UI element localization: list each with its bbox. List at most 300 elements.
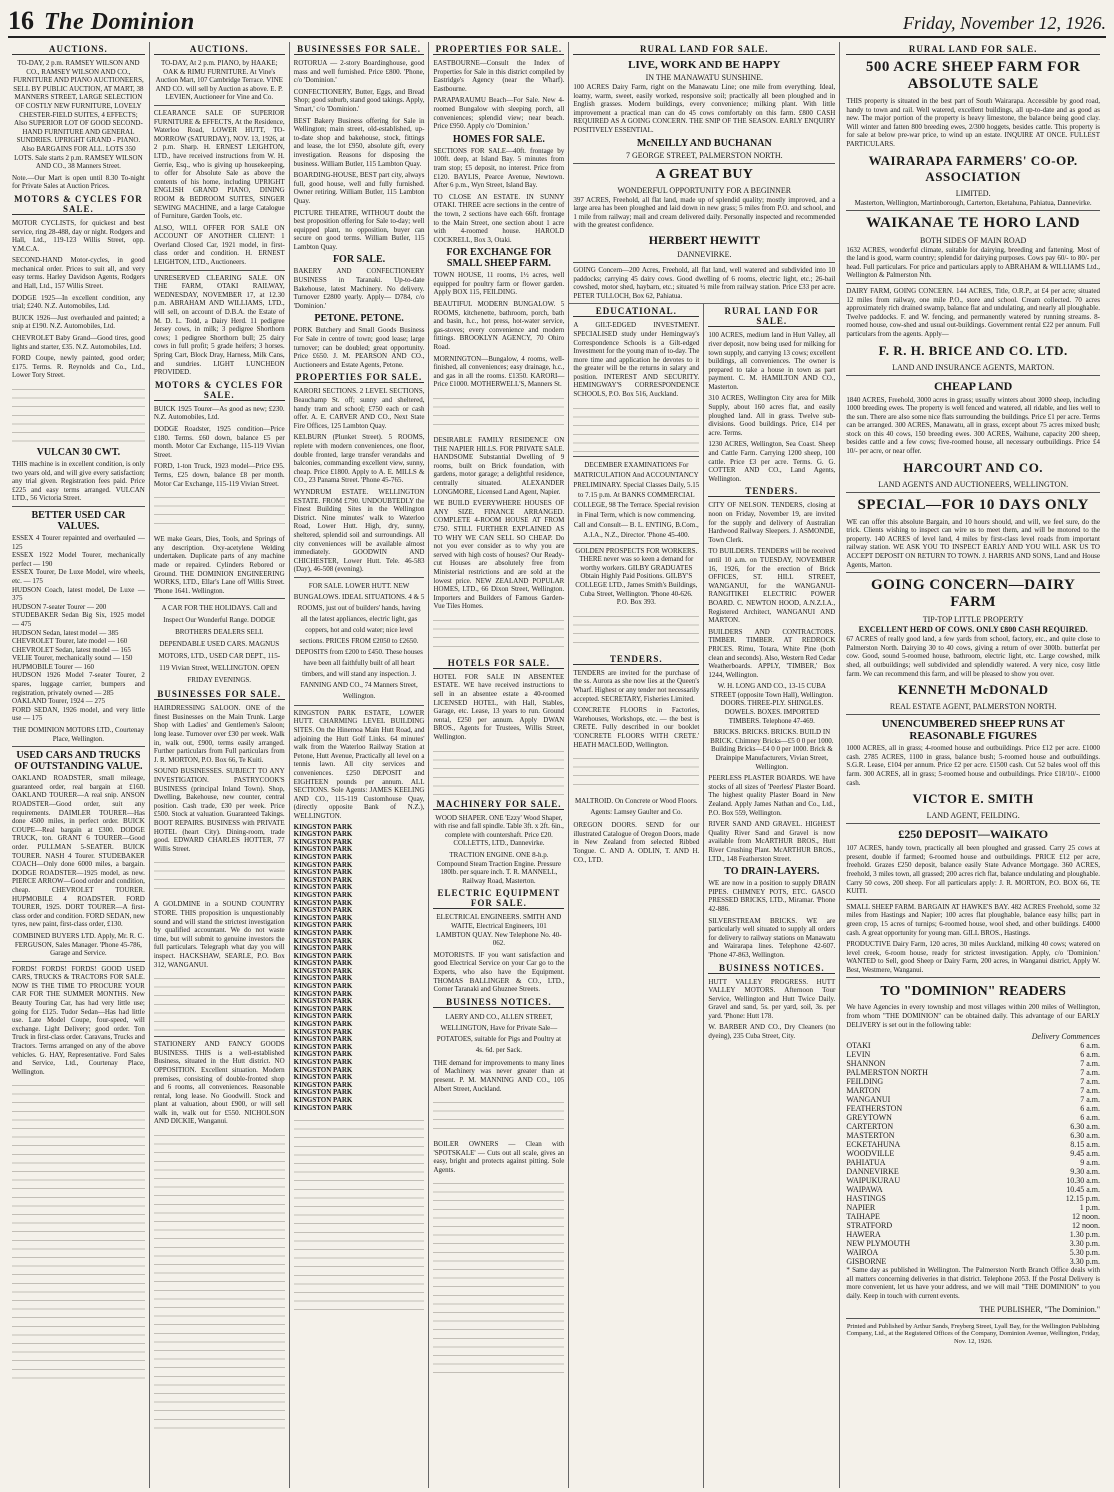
text-block bbox=[433, 614, 564, 654]
delivery-town: GISBORNE bbox=[846, 1257, 887, 1267]
section-heading: MOTORS & CYCLES FOR SALE. bbox=[12, 194, 145, 215]
classified-ad: GOLDEN PROSPECTS FOR WORKERS. THERE never was so keen a demand for worthy workers. GILBY GRADUATES Obtain Highly Paid Positions. GILBY'S COLLEGE LTD., James Smith's Buildings, Cuba Street, Wellington. 'Phone 40-626. P.O. Box 393. bbox=[575, 546, 698, 607]
classified-ad: 67 ACRES of really good land, a few yards from school, factory, etc., and quite close to Palmerston North. Dairying 30 to 40 cows, giving a return of over 300lb. butterfat per cow. Good, sound 5-roomed house, bathroom, electric light, etc. Large cowshed, milk shed, all outbuildings; well subdivided and splendidly watered. A very nice, cosy little farm. We can recommend this farm, and will be pleased to show you over. bbox=[846, 635, 1100, 678]
delivery-town: TAIHAPE bbox=[846, 1212, 880, 1222]
classified-ad: ELECTRICAL ENGINEERS. SMITH AND WAITE, Electrical Engineers, 101 LAMBTON QUAY. New Telephone No. 40-062. bbox=[436, 913, 562, 948]
section-heading: TENDERS. bbox=[573, 654, 699, 665]
delivery-row bbox=[846, 1158, 1100, 1167]
classified-ad: PICTURE THEATRE, WITHOUT doubt the best proposition offering for Sale to-day; well equipped plant, no opposition, buyer can secure on good terms. William Butler, 115 Lambton Quay. bbox=[293, 208, 425, 251]
ad-heading: PETONE. PETONE. bbox=[314, 313, 404, 325]
columns bbox=[8, 42, 1106, 1488]
classified-ad: THIS property is situated in the best part of South Wairarapa. Accessible by good road, handy to town and rail. Well watered, excellent buildings, all up-to-date and as good as new. The major portion of the property is heavy limestone, the balance being good clay. Will winter and fatten 800 breeding ewes, 2/300 hoggets, besides cattle. This property is for sale at below pre-war price, to wind up an estate. INQUIRE AT ONCE. FULLEST PARTICULARS. bbox=[846, 97, 1100, 148]
delivery-row bbox=[846, 1194, 1100, 1203]
text-block bbox=[294, 1114, 425, 1314]
delivery-town: NAPIER bbox=[846, 1203, 876, 1213]
classified-ad: OAKLAND ROADSTER, small mileage, guaranteed order, real bargain at £160. OAKLAND TOURER—A real snip. ANSON ROADSTER—Good order, suit any requirements. DAIMLER TOURER—Has done 4500 miles, in perfect order. BUICK COUPE—Real bargain at £300. DODGE TRUCK, ton. GRANT 6 TOURER—Good order. PULLMAN 5-SEATER. BUICK TOURER. NASH 4 Tourer. STUDEBAKER COACH—Only done 6000 miles, a bargain. DODGE ROADSTER—1925 model, as new. PIERCE ARROW—Good order and condition, cheap. CHEVROLET TOURER. HUPMOBILE 4 ROADSTER. FORD TOURER, 1925. DORT TOURER—A first-class order and condition. FORD SEDAN, new tyres, new paint, first-class order, £130. bbox=[12, 774, 145, 929]
classified-ad: RIVER SAND AND GRAVEL. HIGHEST Quality River Sand and Gravel is now available from McARTHUR BROS., Hutt River Crushing Plant. McARTHUR BROS., LTD., 148 Featherston Street. bbox=[708, 820, 836, 863]
list-item: KINGSTON PARK bbox=[293, 974, 353, 983]
classified-ad: WE make Gears, Dies, Tools, and Springs of any description. Oxy-acetylene Welding undertaken. Duplicate parts of any machine made or repaired. Cylinders Rebored or Ground. THE DOMINION ENGINEERING WORKS, LTD., Ellar's Lane off Willis Street. 'Phone 1641. Wellington. bbox=[153, 535, 285, 595]
classified-ad: BEST Bakery Business offering for Sale in Wellington; main street, old-established, up-to-date shop and bakehouse, stock, fittings and lease, the lot £950, absolute gift, every investigation. Reasons for disposing the business. William Butler, 115 Lambton Quay. bbox=[293, 116, 425, 168]
readers-footnote: * Same day as published in Wellington. The Palmerston North Branch Office deals with all matters concerning deliveries in that district. Telephone 2053. If the Postal Delivery is more convenient, let us have your address, and we will mail "THE DOMINION" to you daily. Keep in touch with current events. bbox=[846, 1266, 1100, 1301]
section-heading: RURAL LAND FOR SALE. bbox=[573, 44, 835, 55]
delivery-town: WAIPUKURAU bbox=[846, 1176, 901, 1186]
classified-ad: MORNINGTON—Bungalow, 4 rooms, well-finished, all conveniences; easy drainage, h.c., and gas in all the rooms. £1350. KARORI—Price £1000. MOTHERWELL'S, Manners St. bbox=[433, 354, 565, 389]
delivery-town: ECKETAHUNA bbox=[846, 1140, 901, 1150]
text-block bbox=[433, 1177, 564, 1377]
delivery-time: 7 a.m. bbox=[1080, 1095, 1100, 1105]
ad-headline: LIVE, WORK AND BE HAPPY bbox=[628, 59, 781, 71]
text-block bbox=[433, 1096, 564, 1136]
text-block bbox=[154, 1129, 285, 1429]
ad-magnus-motors: A CAR FOR THE HOLIDAYS. Call and Inspect Our Wonderful Range. DODGE BROTHERS DEALERS SELL DEPENDABLE USED CARS. MAGNUS MOTORS, LTD., USED CAR DEPT., 115-119 Vivian Street, WELLINGTON. OPEN FRIDAY EVENINGS. bbox=[158, 604, 281, 685]
columns-5-6-lower bbox=[569, 303, 839, 1488]
list-item: KINGSTON PARK bbox=[293, 1080, 353, 1089]
classified-ad: PORK Butchery and Small Goods Business For Sale in centre of town; good lease; large turnover; can be doubled; great opportunity. Price £650. J. M. PEARSON AND CO., Auctioneers and Estate Agents, Petone. bbox=[293, 326, 425, 369]
delivery-time: 7 a.m. bbox=[1080, 1059, 1100, 1069]
agent-subtitle: LAND AGENTS AND AUCTIONEERS, WELLINGTON. bbox=[878, 479, 1069, 489]
delivery-time: 1 p.m. bbox=[1079, 1203, 1100, 1213]
agent-subtitle: LAND AND INSURANCE AGENTS, MARTON. bbox=[892, 362, 1055, 372]
classified-ad: TO CLOSE AN ESTATE. IN SUNNY OTAKI. THREE acre sections in the centre of the town, 2 sections have each 66ft. frontage to the Main Street, one section about 1 acre with 4-roomed house. HAROLD COCKRELL, Box 3, Otaki. bbox=[433, 192, 565, 244]
classified-ad: ROTORUA — 2-story Boardinghouse, good mass and well furnished. Price £800. 'Phone, c/o 'Dominion.' bbox=[293, 59, 425, 85]
list-item: HUDSON 1926 Model 7-seater Tourer, 2 spares, luggage carrier, bumpers and registration, privately owned — 285 bbox=[12, 671, 145, 697]
classified-ad: W. H. LONG AND CO., 13-15 CUBA STREET (opposite Town Hall), Wellington. DOORS. THREE-PLY. SHINGLES. DOWELS. BOXES. IMPORTED TIMBERS. Telephone 47-469. bbox=[710, 682, 834, 725]
delivery-row bbox=[846, 1068, 1100, 1077]
divider bbox=[294, 705, 425, 706]
section-heading: AUCTIONS. bbox=[154, 44, 285, 55]
delivery-table bbox=[846, 1041, 1100, 1266]
list-item: KINGSTON PARK bbox=[293, 830, 353, 839]
ad-heading: USED CARS AND TRUCKS OF OUTSTANDING VALUE. bbox=[14, 750, 143, 773]
section-heading: HOTELS FOR SALE. bbox=[433, 658, 564, 669]
divider bbox=[573, 456, 699, 457]
classified-ad: MALTROID. On Concrete or Wood Floors. Agents: Lamsey Gaulter and Co. bbox=[575, 797, 698, 817]
ad-heading: FOR SALE. bbox=[332, 254, 386, 266]
ad-ramsey-wilson: TO-DAY, 2 p.m. RAMSEY WILSON AND CO., RAMSEY WILSON AND CO., FURNITURE AND PIANO AUCTIONEERS, SELL BY PUBLIC AUCTION, AT MART, 38 MANNERS STREET, LARGE SELECTION OF COSTLY NEW FURNITURE, LOVELY CHESTER-FIELD SUITES, 4 EFFECTS; Also SUPERIOR LOT OF GOOD SECOND-HAND FURNITURE AND GENERAL SUNDRIES. UPRIGHT GRAND - PIANO. Also BARGAINS FOR ALL. LOTS 350 LOTS. Sale starts 2 p.m. RAMSEY WILSON AND CO., 38 Manners Street. bbox=[13, 59, 144, 171]
classified-ad: DECEMBER EXAMINATIONS For MATRICULATION And ACCOUNTANCY PRELIMINARY. Special Classes Daily, 5.15 to 7.15 p.m. At BANKS COMMERCIAL COLLEGE, 98 The Terrace. Special revision in Final Term, which is now commencing. Call and Consult— B. L. ENTING, B.Com., A.I.A., N.Z., Director. 'Phone 45-400. bbox=[573, 460, 700, 539]
classified-ad: LAERY AND CO., ALLEN STREET, WELLINGTON, Have for Private Sale— POTATOES, suitable for Pigs and Poultry at 4s. 6d. per Sack. bbox=[436, 1012, 562, 1054]
divider bbox=[846, 375, 1100, 376]
delivery-time: 3.30 p.m. bbox=[1069, 1257, 1100, 1267]
classified-ad: TOWN HOUSE, 11 rooms, 1½ acres, well equipped for poultry farm or flower garden. Apply BOX 115, FEILDING. bbox=[433, 271, 565, 297]
section-heading: BUSINESS NOTICES. bbox=[433, 997, 564, 1008]
delivery-row bbox=[846, 1131, 1100, 1140]
list-item: KINGSTON PARK bbox=[293, 1004, 353, 1013]
delivery-row bbox=[846, 1248, 1100, 1257]
delivery-row bbox=[846, 1176, 1100, 1185]
list-item: ESSEX Tourer, De Luxe Model, wire wheels, etc. — 175 bbox=[12, 568, 145, 585]
delivery-time: 6 a.m. bbox=[1080, 1050, 1100, 1060]
columns-5-6 bbox=[569, 42, 840, 1488]
delivery-row bbox=[846, 1113, 1100, 1122]
paper-name: The Dominion bbox=[44, 9, 195, 35]
ad-headline: UNENCUMBERED SHEEP RUNS AT REASONABLE FIGURES bbox=[881, 718, 1065, 743]
classified-ad: WE are now in a position to supply DRAIN PIPES. CHIMNEY POTS, ETC. GASCO PRESSED BRICKS, LTD., Miramar. 'Phone 42-886. bbox=[708, 879, 836, 913]
list-item: KINGSTON PARK bbox=[293, 997, 353, 1006]
publisher-signature: THE PUBLISHER, "The Dominion." bbox=[979, 1304, 1100, 1314]
divider bbox=[12, 746, 145, 747]
ad-heading: FOR EXCHANGE FOR SMALL SHEEP FARM. bbox=[446, 247, 552, 270]
classified-ad: 310 ACRES, Wellington City area for Milk Supply, about 160 acres flat, and easily ploughed land. All in grass. Twelve sub-divisions. Good buildings. Price, £14 per acre. Terms. bbox=[708, 394, 836, 437]
list-item: STUDEBAKER Sedan Big Six, 1925 model — 475 bbox=[12, 611, 145, 628]
classified-ad: SMALL SHEEP FARM. BARGAIN AT HAWKE'S BAY. 482 ACRES Freehold, some 32 miles from Hastings and Napier; 100 acres flat ploughable, balance easy hills; part in green crop, 15 acres of turnips; 6-roomed house, wool shed, and other buildings. £4000 cash. A great opportunity for young man. GILL BROS., Hastings. bbox=[846, 902, 1100, 937]
divider bbox=[154, 270, 285, 271]
classified-ad: WE BUILD EVERYWHERE HOUSES OF ANY SIZE. FINANCE ARRANGED. COMPLETE 4-ROOM HOUSE AT FROM £750. STILL FURTHER EXPLAINED AS TO WHY WE CAN SELL SO CHEAP. Do not you ever consider as to why you are served with high costs of houses? Our Ready-cut Houses are absolutely free from Ministerial restrictions and are sold at the lowest price. NEW ZEALAND POPULAR HOMES, LTD., 66 Dixon Street, Wellington. Importers and Builders of Famous Garden-Vue Tiles Homes. bbox=[433, 499, 565, 611]
classified-ad: THIS machine is in excellent condition, is only two years old, and will give every satisfaction; any trial given. Registration fees paid. Price £225 and easy terms arranged. VULCAN LTD., 56 Victoria Street. bbox=[12, 460, 145, 503]
kingston-park-list bbox=[294, 824, 425, 1113]
delivery-row bbox=[846, 1257, 1100, 1266]
list-item: KINGSTON PARK bbox=[293, 890, 353, 899]
ad-headline: CHEAP LAND bbox=[933, 378, 1013, 393]
car-values-list bbox=[12, 534, 145, 723]
delivery-row bbox=[846, 1086, 1100, 1095]
list-item: ESSEX 4 Tourer repainted and overhauled — 125 bbox=[12, 533, 145, 551]
classified-ad: BUICK 1926—Just overhauled and painted; a snip at £190. N.Z. Automobiles, Ltd. bbox=[12, 313, 145, 331]
delivery-row bbox=[846, 1149, 1100, 1158]
ad-headline: GOING CONCERN—DAIRY FARM bbox=[870, 577, 1076, 611]
section-heading: AUCTIONS. bbox=[12, 44, 145, 55]
ad-heading: VULCAN 30 CWT. bbox=[36, 447, 121, 458]
list-item: KINGSTON PARK bbox=[293, 1035, 353, 1044]
list-item: KINGSTON PARK bbox=[293, 1065, 353, 1074]
agent-name: VICTOR E. SMITH bbox=[912, 791, 1034, 807]
list-item: KINGSTON PARK bbox=[293, 921, 353, 930]
delivery-time: 8.15 a.m. bbox=[1070, 1140, 1100, 1150]
classified-ad: WE can offer this absolute Bargain, and 10 hours should, and will, we feel sure, do the trick. Clients wishing to inspect can wire us to meet them, and will be motored to the property. 140 ACRES of level land, 4 miles by first-class level roads from important railway station. WE ASK YOU TO INSPECT EARLY AND YOU WILL ASK US TO ACCEPT DEPOSIT ON RETURN TO TOWN. J. HARRIS AND SONS, Land and House Agents, Marton. bbox=[846, 517, 1100, 569]
delivery-row bbox=[846, 1239, 1100, 1248]
classified-ad: 100 ACRES Dairy Farm, right on the Manawatu Line; one mile from everything. Ideal, loamy, warm, sweet, easily worked, responsive soil; practically all been ploughed and in English grasses. Modern buildings, every convenience; milking plant. With little improvement a practical man can do 45 cows comfortably on this farm. £800 CASH REQUIRED AS A GOING CONCERN. THE SNIP OF THE SEASON. EARLY ENQUIRY POSITIVELY ESSENTIAL. bbox=[573, 83, 836, 134]
text-block bbox=[154, 856, 285, 896]
classified-ad: DODGE Roadster, 1925 condition—Price £180. Terms. £60 down, balance £5 per month. Motor Car Exchange, 115-119 Vivian Street. bbox=[153, 424, 285, 459]
classified-ad: SECTIONS FOR SALE—40ft. frontage by 100ft. deep, at Island Bay. 5 minutes from tram stop; £5 deposit, no interest. Price from £120. BAYLIS, Pearce Avenue, Newtown. After 6 p.m., Wyn Street, Island Bay. bbox=[433, 146, 565, 190]
delivery-town: MARTON bbox=[846, 1086, 881, 1096]
ad-headline: 500 ACRE SHEEP FARM FOR ABSOLUTE SALE bbox=[865, 59, 1081, 92]
delivery-row bbox=[846, 1167, 1100, 1176]
delivery-town: WOODVILLE bbox=[846, 1149, 895, 1159]
divider bbox=[846, 899, 1100, 900]
delivery-row bbox=[846, 1185, 1100, 1194]
divider bbox=[154, 105, 285, 106]
divider bbox=[846, 823, 1100, 824]
ad-fanning: FOR SALE. LOWER HUTT. NEW BUNGALOWS. IDEAL SITUATIONS. 4 & 5 ROOMS, just out of builders' hands, having all the latest appliances, electric light, gas coppers, hot and cold water; nice level sections. PRICES FROM £2050 to £2650. DEPOSITS from £200 to £450. These houses have been all faithfully built of all heart timbers, and will stand any inspection. J. FANNING AND CO., 74 Manners Street, Wellington. bbox=[293, 581, 425, 700]
classified-ad: 1230 ACRES, Wellington, Sea Coast. Sheep and Cattle Farm. Carrying 1200 sheep, 100 cattle. Price £3 per acre. Terms. G. G. COTTER AND CO., Land Agents, Wellington. bbox=[708, 440, 836, 483]
list-item: FORD SEDAN, 1926 model, and very little use — 175 bbox=[12, 705, 145, 723]
delivery-row bbox=[846, 1050, 1100, 1059]
page-number: 16 bbox=[8, 6, 34, 35]
delivery-row bbox=[846, 1059, 1100, 1068]
column-6 bbox=[704, 304, 839, 1488]
list-item: KINGSTON PARK bbox=[293, 982, 353, 991]
column-2 bbox=[150, 42, 290, 1488]
text-block bbox=[573, 752, 699, 792]
text-block bbox=[154, 491, 285, 531]
delivery-town: HAWERA bbox=[846, 1230, 881, 1240]
classified-ad: A GOLDMINE in a SOUND COUNTRY STORE. THIS proposition is unquestionably sound and will stand the strictest investigation by qualified accountant. We do not waste time, but will submit to genuine investors the full particulars. Telegraph what day you will inspect. HACKSHAW, SEARLE, P.O. Box 312, WANGANUI. bbox=[153, 900, 285, 969]
delivery-time: 5.30 p.m. bbox=[1069, 1248, 1100, 1258]
list-item: KINGSTON PARK bbox=[293, 1027, 353, 1036]
delivery-time: 9.30 a.m. bbox=[1070, 1167, 1100, 1177]
agent-name: McNEILLY AND BUCHANAN bbox=[636, 137, 772, 149]
list-item: OAKLAND Tourer, 1924 — 275 bbox=[12, 697, 106, 706]
classified-ad: KELBURN (Plunket Street). 5 ROOMS, replete with modern conveniences, one floor, double fronted, large transfer verandahs and balconies, commanding excellent view, sunny, cheap. Price £1800. Apply to A. E. MILLS & CO., 23 Panama Street. 'Phone 45-765. bbox=[293, 433, 425, 485]
delivery-town: LEVIN bbox=[846, 1050, 871, 1060]
delivery-time: 9 a.m. bbox=[1080, 1158, 1100, 1168]
section-heading: BUSINESSES FOR SALE. bbox=[294, 44, 425, 55]
list-item: KINGSTON PARK bbox=[293, 906, 353, 915]
section-heading: PROPERTIES FOR SALE. bbox=[294, 372, 425, 383]
ad-headline: SPECIAL—FOR 10 DAYS ONLY bbox=[857, 496, 1089, 513]
classified-ad: BUILDERS AND CONTRACTORS. TIMBER. TIMBER. AT REDROCK PRICES. Rimu, Totara, White Pine (both clean and seconds). Also, Western Red Cedar Weatherboards. APPLY, 'TIMBER,' Box 1244, Wellington. bbox=[708, 627, 836, 679]
classified-ad: PEERLESS PLASTER BOARDS. WE have stocks of all sizes of 'Peerless' Plaster Board. The highest quality Plaster Board in New Zealand. Apply James Nathan and Co., Ltd., P.O. Box 559, Wellington. bbox=[708, 774, 836, 817]
list-item: KINGSTON PARK bbox=[293, 1020, 353, 1029]
classified-ad: A GILT-EDGED INVESTMENT. SPECIALISED study under Hemingway's Correspondence Schools is a Gilt-edged Investment for the young man of to-day. The more time and application he devotes to it the greater will be the returns in salary and position. INTEREST AND SECURITY. HEMINGWAY'S CORRESPONDENCE SCHOOLS, P.O. Box 516, Auckland. bbox=[573, 321, 700, 399]
ad-subheadline: EXCELLENT HERD OF COWS. ONLY £800 CASH REQUIRED. bbox=[858, 625, 1088, 635]
list-item: HUDSON 7-seater Tourer — 200 bbox=[12, 602, 107, 611]
readers-intro: We have Agencies in every township and most villages within 200 miles of Wellington, from whom "THE DOMINION" can be obtained daily. This advantage of our EARLY DELIVERY is set out in the following table: bbox=[846, 1003, 1100, 1029]
text-block bbox=[154, 972, 285, 1032]
section-heading: RURAL LAND FOR SALE. bbox=[708, 306, 835, 327]
list-item: KINGSTON PARK bbox=[293, 936, 353, 945]
list-item: KINGSTON PARK bbox=[293, 951, 353, 960]
classified-ad: EASTBOURNE—Consult the Index of Properties for Sale in this district compiled by Eastridge's Agency (near the Wharf). Eastbourne. bbox=[433, 59, 565, 93]
delivery-town: DANNEVIRKE bbox=[846, 1167, 899, 1177]
delivery-row bbox=[846, 1140, 1100, 1149]
list-item: KINGSTON PARK bbox=[293, 944, 353, 953]
agent-name: F. R. H. BRICE AND CO. LTD. bbox=[878, 342, 1068, 358]
delivery-time: 12 noon. bbox=[1071, 1221, 1100, 1231]
delivery-column-label: Delivery Commences bbox=[1031, 1032, 1100, 1042]
ad-clearance-sale: CLEARANCE SALE OF SUPERIOR FURNITURE & EFFECTS, At the Residence, Waterloo Road, LOWER HUTT, TO-MORROW (SATURDAY), NOV. 13, 1926, at 2 p.m. Sharp. H. ERNEST LEIGHTON, LTD., have received instructions from W. H. Gerrie, Esq., who is giving up housekeeping, to offer for Absolute Sale as above the contents of his home, including UPRIGHT ENGLISH GRAND PIANO, DINING ROOM & BEDROOM SUITES, SINGER SEWING MACHINE, and a large Catalogue of Furniture, Garden Tools, etc. bbox=[153, 108, 285, 221]
classified-ad: CONFECTIONERY, Butter, Eggs, and Bread Shop; good suburb, stand good takings. Apply, 'Smart,' c/o 'Dominion.' bbox=[293, 87, 425, 113]
classified-ad: OREGON DOORS. SEND for our illustrated Catalogue of Oregon Doors, made in New Zealand from selected Ribbed Tongue. C. AND A. ODLIN, T. AND H. CO., LTD. bbox=[573, 821, 700, 864]
section-heading: BUSINESSES FOR SALE. bbox=[154, 689, 285, 700]
divider bbox=[573, 262, 835, 263]
divider bbox=[294, 577, 425, 578]
classified-ad: HUTT VALLEY PROGRESS. HUTT VALLEY MOTORS. Afternoon Tour Service, Wellington and Hutt Twice Daily. Gravel and sand, 5s. per yard, soil, 3s. per yard. 'Phone: Hutt 178. bbox=[708, 977, 836, 1020]
delivery-time: 6 a.m. bbox=[1080, 1113, 1100, 1123]
delivery-row bbox=[846, 1077, 1100, 1086]
ad-heading: TO DRAIN-LAYERS. bbox=[724, 866, 820, 878]
agent-name: HARCOURT AND CO. bbox=[903, 459, 1044, 475]
ad-clearing-sale: UNRESERVED CLEARING SALE. ON THE FARM, OTAKI RAILWAY, WEDNESDAY, NOVEMBER 17, at 12.30 p.m. ABRAHAM AND WILLIAMS, LTD., will sell, on account of D.B.A. the Estate of M. D. L. Todd, a Dairy Herd. 11 pedigree Jersey cows, in milk; 3 pedigree Shorthorn cows; 1 pedigree Shorthorn bull; 25 dairy cows in full profit; 5 grade heifers; 3 horses. Spring Cart, Block Dray, Harness, Milk Cans, and sundries. LIGHT LUNCHEON PROVIDED. bbox=[153, 273, 285, 377]
list-item: KINGSTON PARK bbox=[293, 1103, 353, 1112]
list-item: KINGSTON PARK bbox=[293, 1042, 353, 1051]
classified-ad: 397 ACRES, Freehold, all flat land, made up of splendid quality; mostly improved, and a large area has been ploughed and laid down in new grass; 5 miles from P.O. and school, and 1 mile from railway; mail and cream delivered daily. Personally inspected and recommended with the greatest confidence. bbox=[573, 195, 836, 230]
ad-kingston-park: KINGSTON PARK ESTATE, LOWER HUTT. CHARMING LEVEL BUILDING SITES. On the Hinemoa Main Hutt Road, and adjoining the Hutt Golf Links. 64 minutes' walk from the Waterloo Railway Station at Petone, Hutt Avenue, Practically all level on a tennis lawn. All city services and conveniences. £250 DEPOSIT and EIGHTEEN pounds per annum. ALL SECTIONS. Sole Agents: JAMES KEELING AND CO., 115-119 Customhouse Quay, (directly opposite Bank of N.Z.), WELLINGTON. bbox=[293, 708, 425, 820]
delivery-time: 12.15 p.m. bbox=[1065, 1194, 1100, 1204]
list-item: CHEVROLET Tourer, late model — 160 bbox=[12, 637, 128, 646]
ad-vine: TO-DAY, At 2 p.m. PIANO, by HAAKE; OAK & RIMU FURNITURE. At Vine's Auction Mart, 107 Cambridge Terrace. VINE AND CO. will sell by Auction as above. E. P. LEVIEN, Auctioneer for Vine and Co. bbox=[155, 59, 283, 102]
delivery-time: 7 a.m. bbox=[1080, 1077, 1100, 1087]
delivery-town: FEILDING bbox=[846, 1077, 884, 1087]
list-item: KINGSTON PARK bbox=[293, 1012, 353, 1021]
list-item: KINGSTON PARK bbox=[293, 883, 353, 892]
delivery-town: CARTERTON bbox=[846, 1122, 894, 1132]
classified-ad: PRODUCTIVE Dairy Farm, 120 acres, 30 miles Auckland, milking 40 cows; watered on level creek, 6-room house, ready for strictest investigation. Apply, c/o 'Dominion.' WANTED to Sell, good Sheep or Dairy Farm, 200 acres, in Wanganui district, Apply W. Best, Westmere, Wanganui. bbox=[846, 940, 1100, 974]
list-item: KINGSTON PARK bbox=[293, 1058, 353, 1066]
delivery-time: 6.30 a.m. bbox=[1070, 1131, 1100, 1141]
classified-ad: DODGE 1925—In excellent condition, any trial; £240. N.Z. Automobiles, Ltd. bbox=[12, 293, 145, 311]
divider bbox=[573, 163, 835, 164]
agent-subtitle: LIMITED. bbox=[955, 188, 991, 198]
classified-ad: 1632 ACRES, wonderful climate, suitable for dairying, breeding and fattening. Most of the land is good, warm country; splendid for dairying purposes. Cows pay 60/- to 80/- per head. Full particulars. For price and particulars apply to ABRAHAM & WILLIAMS Ltd., Wellington & Palmerston Nth. bbox=[846, 245, 1100, 280]
delivery-town: WAIPAWA bbox=[846, 1185, 883, 1195]
classified-ad: BAKERY AND CONFECTIONERY BUSINESS in Taranaki. Up-to-date Bakehouse, latest Machinery. No delivery. Turnover £2800 yearly. Apply— D784, c/o 'Dominion.' bbox=[293, 267, 425, 310]
delivery-time: 9.45 a.m. bbox=[1070, 1149, 1100, 1159]
agent-name: WAIRARAPA FARMERS' CO-OP. ASSOCIATION bbox=[868, 152, 1078, 184]
column-1 bbox=[8, 42, 150, 1488]
readers-heading: TO "DOMINION" READERS bbox=[880, 984, 1066, 1000]
text-block bbox=[573, 402, 699, 452]
divider bbox=[573, 543, 699, 544]
ad-signature: COMBINED BUYERS LTD. Apply, Mr. R. C. FERGUSON, Sales Manager. 'Phone 45-786, Garage and Service. bbox=[12, 931, 145, 958]
classified-ad: W. BARBER AND CO., Dry Cleaners (no dyeing), 235 Cuba Street, City. bbox=[708, 1023, 836, 1041]
column-4 bbox=[429, 42, 569, 1488]
delivery-row bbox=[846, 1230, 1100, 1239]
list-item: KINGSTON PARK bbox=[293, 928, 353, 937]
ad-heading: HOMES FOR SALE. bbox=[452, 133, 545, 145]
classified-ad: BUICK 1925 Tourer—As good as new; £230. N.Z. Automobiles, Ltd. bbox=[153, 404, 285, 422]
list-item: KINGSTON PARK bbox=[293, 1073, 353, 1082]
classified-ad: HOTEL FOR SALE IN ABSENTEE ESTATE. WE have received instructions to sell in an absentee estate a 40-roomed LICENSED HOTEL, with Hall, Stables, Garage, etc. Lease, 13 years to run. Ground rental, £250 per annum. Apply DWAN BROS., Agents for Trustees, Willis Street, Wellington. bbox=[433, 672, 565, 742]
text-block bbox=[12, 383, 145, 443]
imprint-footer: Printed and Published by Arthur Sands, Freyberg Street, Lyall Bay, for the Wellington Publishing Company, Ltd., at the Registered Offices of the Company, Dominion Avenue, Wellington, Friday, Nov. 12, 1926. bbox=[846, 1322, 1100, 1345]
delivery-time: 10.45 a.m. bbox=[1066, 1185, 1100, 1195]
ad-headline: A GREAT BUY bbox=[655, 166, 754, 182]
delivery-row bbox=[846, 1095, 1100, 1104]
classified-ad: BOILER OWNERS — Clean with 'SPOTSKALE' — Cuts out all scale, gives an easy, bright and protects against pitting. Sole Agents. bbox=[433, 1140, 565, 1174]
list-item: CHEVROLET Sedan, latest model — 165 bbox=[12, 645, 131, 654]
list-item: KINGSTON PARK bbox=[293, 845, 353, 854]
list-item: HUDSON Coach, latest model, De Luxe — 375 bbox=[12, 585, 145, 603]
list-item: KINGSTON PARK bbox=[293, 868, 353, 877]
classified-ad: HAIRDRESSING SALOON. ONE of the finest Businesses on the Main Trunk. Large Shop with Ladies' and Gentlemen's Saloon; long lease. Turnover over £30 per week. Walk in, walk out, £900, terms easily arranged. Further particulars from Full particulars from J. R. MORTON, P.O. Box 66, Te Kuiti. bbox=[153, 704, 285, 764]
delivery-town: PAHIATUA bbox=[846, 1158, 886, 1168]
delivery-time: 12 noon. bbox=[1071, 1212, 1100, 1222]
agent-towns: Masterton, Wellington, Martinborough, Carterton, Eketahuna, Pahiatua, Dannevirke. bbox=[854, 198, 1092, 207]
section-heading: MACHINERY FOR SALE. bbox=[433, 799, 564, 810]
ad-subheadline: IN THE MANAWATU SUNSHINE. bbox=[645, 73, 764, 82]
text-block bbox=[12, 1079, 145, 1379]
section-heading: RURAL LAND FOR SALE. bbox=[846, 44, 1100, 55]
list-item: KINGSTON PARK bbox=[293, 852, 353, 861]
classified-ad: SOUND BUSINESSES. SUBJECT TO ANY INVESTIGATION. PASTRYCOOK'S BUSINESS (principal Inland Town). Shop, Dwelling, Bakehouse, new counter, central position. Cash trade, £30 per week. Price £500. Stock at valuation. Guaranteed Takings. BOOT REPAIRS. BUSINESS with PRIVATE HOTEL (heart City). Dining-room, trade good. EDWARD CHARLES HOTTER, 77 Willis Street. bbox=[153, 767, 285, 853]
agent-address: 7 GEORGE STREET, PALMERSTON NORTH. bbox=[625, 150, 783, 160]
divider bbox=[846, 572, 1100, 573]
divider bbox=[846, 977, 1100, 978]
section-heading: MOTORS & CYCLES FOR SALE. bbox=[154, 379, 284, 400]
ad-note: Note.—Our Mart is open until 8.30 To-night for Private Sales at Auction Prices. bbox=[12, 173, 145, 191]
divider bbox=[12, 506, 145, 507]
delivery-time: 7 a.m. bbox=[1080, 1068, 1100, 1078]
ad-signature: THE DOMINION MOTORS LTD., Courtenay Place, Wellington. bbox=[12, 726, 145, 743]
classified-ad: FORDS! FORDS! FORDS! GOOD USED CARS, TRUCKS & TRACTORS FOR SALE. NOW IS THE TIME TO PROCURE YOUR CAR FOR THE SUMMER MONTHS. New Beauty Touring Car, has had very little use; going for £125. Tudor Sedan—Has had little use. Late Model Coupe, four-speed, will exchange. Light Delivery; good order. Ton Truck in first-class order. Caravans, Trucks and Tractors. Terms arranged on any of the above vehicles. G. HAY, Representative. Ford Sales and Service, Ltd., Courtenay Place, Wellington. bbox=[12, 964, 145, 1076]
divider bbox=[846, 283, 1100, 284]
delivery-time: 6.30 a.m. bbox=[1070, 1122, 1100, 1132]
classified-ad: BRICKS. BRICKS. BRICKS. BUILD IN BRICK. Chimney Bricks—£5 0 0 per 1000. Building Bricks—£4 0 0 per 1000. Brick & Drainpipe Manufacturers, Vivian Street, Wellington. bbox=[710, 728, 834, 771]
delivery-row bbox=[846, 1203, 1100, 1212]
classified-ad: 1000 ACRES, all in grass; 4-roomed house and outbuildings. Price £12 per acre. £1000 cash. 2785 ACRES, 1100 in grass, balance bush; 5-roomed house and outbuildings. S.G.R. Lease, £104 per annum. Price £2 per acre. £1500 cash. Cut 52 bales wool off this farm. 300 ACRES, all in grass; 5-roomed house and outbuildings. Price £18/10/-. £1000 cash. bbox=[846, 744, 1100, 787]
delivery-row bbox=[846, 1221, 1100, 1230]
divider bbox=[846, 1318, 1100, 1319]
classified-ad: WYNDRUM ESTATE. WELLINGTON ESTATE. FROM £790. UNDOUBTEDLY the Finest Building Sites in the Wellington District. Nine minutes' walk to Waterloo Road, Lower Hutt. High, dry, sunny, sheltered, splendid soil and surroundings. All city conveniences will be available almost immediately. GOODWIN AND CHICHESTER, Lower Hutt. Tele. 46-583 (Day), 46-508 (evening). bbox=[293, 487, 425, 574]
classified-ad: CITY OF NELSON. TENDERS, closing at noon on Friday, November 19, are invited for the supply and delivery of Australian Hardwood Railway Sleepers. J. ASMONDE, Town Clerk. bbox=[708, 501, 836, 544]
divider bbox=[846, 492, 1100, 493]
delivery-row bbox=[846, 1041, 1100, 1050]
delivery-time: 10.30 a.m. bbox=[1066, 1176, 1100, 1186]
classified-ad: CHEVROLET Baby Grand—Good tires, good lights and starter, £35. N.Z. Automobiles, Ltd. bbox=[12, 334, 145, 351]
classified-ad: TENDERS are invited for the purchase of the ss. Aurora as she now lies at the Queen's Wharf. Highest or any tender not necessarily accepted. SECRETARY, Fisheries Limited. bbox=[573, 668, 700, 703]
list-item: HUPMOBILE Tourer — 160 bbox=[12, 662, 95, 671]
delivery-town: HASTINGS bbox=[846, 1194, 886, 1204]
classified-ad: 1840 ACRES, Freehold, 3000 acres in grass; usually winters about 3000 sheep, including 1000 breeding ewes. The property is well fenced and watered, all ridable, and lies well to the sun. There are also some nice flats surrounding the buildings. Price £1 per acre. Terms can be arranged. 300 ACRES, Manawatu, all in grass, except about 75 acres mixed bush; stock on this 40 cows, 150 breeding ewes. 300 ACRES, Waihune, capacity 200 sheep, besides cattle and a few cows; five-roomed house, all necessary outbuildings. Price £4 10/- per acre, or near offer. bbox=[846, 395, 1100, 456]
agent-name: KENNETH McDONALD bbox=[897, 682, 1049, 698]
delivery-town: OTAKI bbox=[846, 1041, 871, 1051]
list-item: KINGSTON PARK bbox=[293, 822, 353, 831]
list-item: KINGSTON PARK bbox=[293, 913, 353, 922]
list-item: KINGSTON PARK bbox=[293, 989, 353, 998]
delivery-time: 7 a.m. bbox=[1080, 1086, 1100, 1096]
classified-ad: GOING Concern—200 Acres, Freehold, all flat land, well watered and subdivided into 10 paddocks; carrying 45 dairy cows. Good dwelling of 6 rooms, electric light, etc.; 26-bail cowshed, motor shed, haybarn, etc.; situated ½ mile from railway station. Price £33 per acre. PETER TULLOCH, Box 62, Pahiatua. bbox=[573, 265, 836, 300]
delivery-time: 6 a.m. bbox=[1080, 1104, 1100, 1114]
classified-ad: SECOND-HAND Motor-cycles, in good mechanical order. Prices to suit all, and very easy terms. Harley Davidson Agents, Rodgers and Hall, Ltd., 157 Willis Street. bbox=[12, 256, 145, 291]
agent-subtitle: REAL ESTATE AGENT, PALMERSTON NORTH. bbox=[889, 702, 1057, 712]
section-heading: BUSINESS NOTICES. bbox=[708, 963, 835, 974]
classified-ad: FORD Coupe, newly painted, good order; £175. Terms. R. Reynolds and Co., Ltd., Lower Tory Street. bbox=[12, 354, 145, 380]
delivery-town: PALMERSTON NORTH bbox=[846, 1068, 928, 1078]
ad-heading: BETTER USED CAR VALUES. bbox=[31, 509, 126, 532]
classified-ad: MOTORISTS. IF you want satisfaction and good Electrical Service on your Car go to the Experts, who also have the Equipment. THOMAS BALLINGER & CO., LTD., Corner Taranaki and Ghuznee Streets. bbox=[433, 950, 565, 994]
section-heading: PROPERTIES FOR SALE. bbox=[433, 44, 564, 55]
column-3 bbox=[290, 42, 430, 1488]
delivery-town: WAIROA bbox=[846, 1248, 879, 1258]
delivery-time: 1.30 p.m. bbox=[1069, 1230, 1100, 1240]
classified-ad: DESIRABLE FAMILY RESIDENCE ON THE NAPIER HILLS. FOR PRIVATE SALE. HANDSOME Substantial Dwelling of 9 rooms, built on Brick foundation, with gardens, motor garage; a delightful residence, centrally situated. ALEXANDER LONGMORE, Licensed Land Agent, Napier. bbox=[433, 436, 565, 496]
divider bbox=[846, 210, 1100, 211]
section-heading: ELECTRIC EQUIPMENT FOR SALE. bbox=[433, 888, 564, 909]
classified-ad: BOARDING-HOUSE, BEST part city, always full, good house, well and fully furnished. Owner retiring. William Butler, 115 Lambton Quay. bbox=[293, 171, 425, 205]
column-7 bbox=[840, 42, 1106, 1488]
delivery-town: MASTERTON bbox=[846, 1131, 895, 1141]
section-heading: EDUCATIONAL. bbox=[573, 306, 699, 317]
delivery-table-header bbox=[846, 1032, 1100, 1041]
ad-subheadline: BOTH SIDES OF MAIN ROAD bbox=[920, 235, 1027, 245]
classified-ad: BEAUTIFUL MODERN BUNGALOW. 5 ROOMS, kitchenette, bathroom, porch, bath and basin, h.c., hot press, hot-water service, gas-stoves; every convenience and modern fittings. BROOKLYN AGENCY, 70 Ohiro Road. bbox=[433, 300, 565, 352]
agent-address: DANNEVIRKE. bbox=[677, 249, 732, 259]
agent-subtitle: LAND AGENT, FEILDING. bbox=[926, 811, 1020, 821]
text-block bbox=[573, 610, 699, 650]
ad-subheadline: TIP-TOP LITTLE PROPERTY bbox=[922, 615, 1024, 625]
classified-ad: THE demand for improvements to many lines of Machinery was never greater than at present. P. M. MANNING AND CO., 105 Albert Street, Auckland. bbox=[433, 1058, 565, 1093]
list-item: KINGSTON PARK bbox=[293, 860, 353, 869]
column-5 bbox=[569, 304, 704, 1488]
list-item: HUDSON Sedan, latest model — 385 bbox=[12, 628, 119, 637]
classified-ad: STATIONERY AND FANCY GOODS BUSINESS. THIS is a well-established Business, situated in the Hutt district. NO OPPOSITION. Excellent situation. Modern premises, consisting of double-fronted shop and 6 rooms, all conveniences. Reasonable rental, long lease. No Goodwill. Stock and plant at valuation, about £900, or will sell walk in, walk out for £550. NICHOLSON AND DICKIE, Wanganui. bbox=[153, 1040, 285, 1126]
text-block bbox=[433, 745, 564, 795]
rural-land-top bbox=[569, 42, 839, 303]
delivery-row bbox=[846, 1122, 1100, 1131]
delivery-time: 3.30 p.m. bbox=[1069, 1239, 1100, 1249]
classified-ad: TO BUILDERS. TENDERS will be received until 10 a.m. on TUESDAY, NOVEMBER 16, 1926, for the erection of Brick OFFICES, ST. HILL STREET, WANGANUI, for the WANGANUI-RANGITIKEI ELECTRIC POWER BOARD. C. NEWTON HOOD, A.N.Z.I.A., Registered Architect, WANGANUI AND MARTON. bbox=[708, 547, 836, 625]
list-item: KINGSTON PARK bbox=[293, 966, 353, 975]
delivery-town: FEATHERSTON bbox=[846, 1104, 903, 1114]
delivery-town: SHANNON bbox=[846, 1059, 886, 1069]
section-heading: TENDERS. bbox=[708, 486, 835, 497]
list-item: VELIE Tourer, mechanically sound — 150 bbox=[12, 654, 133, 663]
divider bbox=[846, 714, 1100, 715]
list-item: ESSEX 1922 Model Tourer, mechanically perfect — 190 bbox=[12, 551, 145, 568]
list-item: KINGSTON PARK bbox=[293, 1088, 353, 1097]
